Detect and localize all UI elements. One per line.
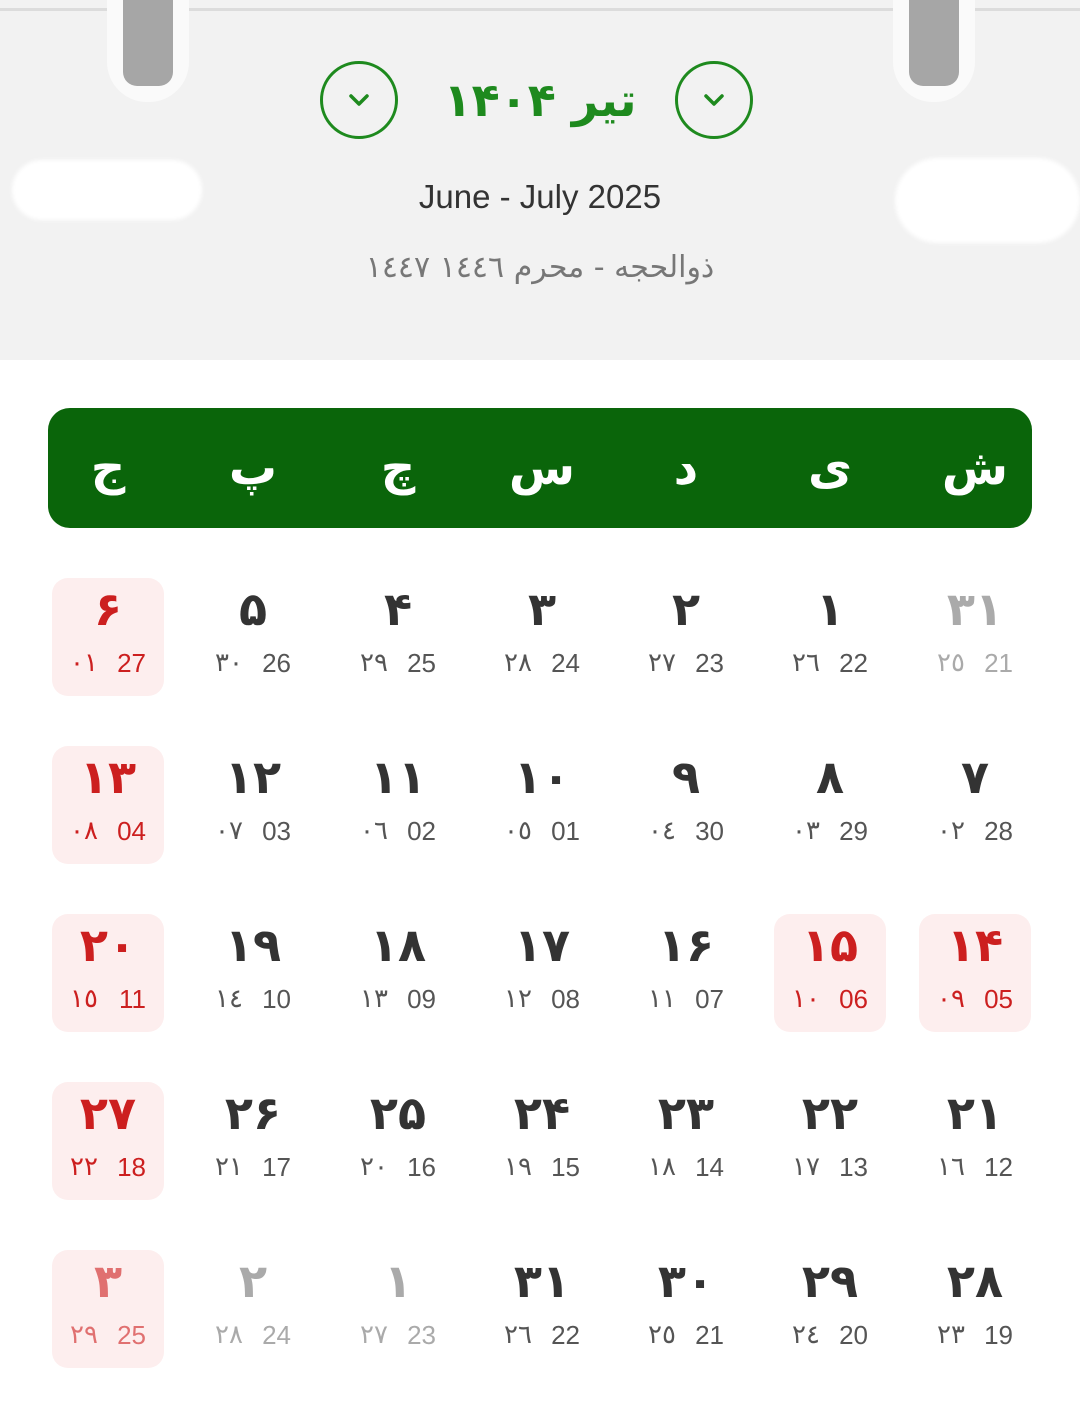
persian-day-number: ۱۲ <box>224 750 282 804</box>
day-cell[interactable] <box>630 578 742 696</box>
persian-day-number: ۲۴ <box>513 1086 571 1140</box>
persian-day-number: ۱ <box>383 1254 413 1308</box>
day-cell[interactable] <box>630 746 742 864</box>
hijri-day-number: ٢٦ <box>504 1320 532 1350</box>
day-cell[interactable] <box>919 1082 1031 1200</box>
day-cell[interactable] <box>630 1082 742 1200</box>
secondary-dates <box>774 648 886 682</box>
secondary-dates <box>630 816 742 850</box>
weekday-label: چ <box>380 440 416 496</box>
secondary-dates <box>774 1152 886 1186</box>
day-cell[interactable] <box>630 1250 742 1368</box>
persian-day-number: ۱۹ <box>224 918 282 972</box>
persian-day-number: ۱۴ <box>946 918 1004 972</box>
secondary-dates <box>197 984 309 1018</box>
gregorian-day-number: 13 <box>839 1152 868 1182</box>
persian-day-number: ۲ <box>238 1254 268 1308</box>
gregorian-day-number: 23 <box>695 648 724 678</box>
day-cell[interactable] <box>919 914 1031 1032</box>
persian-day-number: ۳۱ <box>513 1254 571 1308</box>
gregorian-day-number: 18 <box>117 1152 146 1182</box>
gregorian-day-number: 20 <box>839 1320 868 1350</box>
hijri-day-number: ٢٨ <box>504 648 532 678</box>
secondary-dates <box>342 816 454 850</box>
hijri-day-number: ٠٩ <box>937 984 965 1014</box>
weekday-header-bar <box>48 408 1032 528</box>
gregorian-day-number: 12 <box>984 1152 1013 1182</box>
hijri-day-number: ٢٧ <box>360 1320 388 1350</box>
persian-day-number: ۸ <box>815 750 845 804</box>
hijri-day-number: ١٩ <box>504 1152 532 1182</box>
secondary-dates <box>630 1152 742 1186</box>
day-cell[interactable] <box>52 1250 164 1368</box>
binder-ring-left <box>123 0 173 86</box>
persian-day-number: ۲۲ <box>801 1086 859 1140</box>
chevron-down-icon <box>698 84 730 116</box>
day-cell[interactable] <box>342 746 454 864</box>
day-cell[interactable] <box>342 578 454 696</box>
gregorian-day-number: 25 <box>407 648 436 678</box>
hijri-day-number: ٢٩ <box>70 1320 98 1350</box>
day-cell[interactable] <box>52 914 164 1032</box>
persian-day-number: ۳۱ <box>946 582 1004 636</box>
hijri-day-number: ٠١ <box>70 648 98 678</box>
gregorian-day-number: 17 <box>262 1152 291 1182</box>
persian-day-number: ۵ <box>238 582 268 636</box>
weekday-label: ج <box>90 440 126 496</box>
hijri-day-number: ٣٠ <box>215 648 243 678</box>
hijri-day-number: ٠٨ <box>70 816 98 846</box>
day-cell[interactable] <box>52 1082 164 1200</box>
persian-day-number: ۴ <box>383 582 413 636</box>
calendar-header <box>0 0 1080 360</box>
persian-day-number: ۱۱ <box>369 750 427 804</box>
day-cell[interactable] <box>197 914 309 1032</box>
gregorian-day-number: 02 <box>407 816 436 846</box>
hijri-month-range: ذوالحجه - محرم ١٤٤٦ ١٤٤٧ <box>365 250 715 285</box>
persian-day-number: ۱۸ <box>369 918 427 972</box>
secondary-dates <box>486 1152 598 1186</box>
gregorian-day-number: 19 <box>984 1320 1013 1350</box>
secondary-dates <box>486 984 598 1018</box>
persian-day-number: ۲ <box>671 582 701 636</box>
hijri-day-number: ٢٨ <box>215 1320 243 1350</box>
secondary-dates <box>919 984 1031 1018</box>
gregorian-day-number: 30 <box>695 816 724 846</box>
persian-day-number: ۳ <box>93 1254 123 1308</box>
secondary-dates <box>52 1152 164 1186</box>
hijri-day-number: ٠٦ <box>360 816 388 846</box>
hijri-day-number: ١٠ <box>792 984 820 1014</box>
gregorian-day-number: 04 <box>117 816 146 846</box>
hijri-day-number: ٠٧ <box>215 816 243 846</box>
persian-day-number: ۶ <box>93 582 123 636</box>
hijri-day-number: ٢٦ <box>792 648 820 678</box>
gregorian-day-number: 25 <box>117 1320 146 1350</box>
day-cell[interactable] <box>197 1250 309 1368</box>
secondary-dates <box>197 816 309 850</box>
gregorian-day-number: 11 <box>119 984 146 1014</box>
persian-day-number: ۲۸ <box>946 1254 1004 1308</box>
gregorian-day-number: 24 <box>262 1320 291 1350</box>
persian-day-number: ۲۳ <box>657 1086 715 1140</box>
binder-ring-right <box>909 0 959 86</box>
gregorian-day-number: 21 <box>984 648 1013 678</box>
hijri-day-number: ١٤ <box>215 984 243 1014</box>
secondary-dates <box>52 816 164 850</box>
hijri-day-number: ٢١ <box>215 1152 243 1182</box>
gregorian-day-number: 09 <box>407 984 436 1014</box>
gregorian-day-number: 14 <box>695 1152 724 1182</box>
secondary-dates <box>630 984 742 1018</box>
hijri-day-number: ٠٣ <box>792 816 820 846</box>
persian-day-number: ۱۶ <box>657 918 715 972</box>
gregorian-day-number: 07 <box>695 984 724 1014</box>
day-cell[interactable] <box>486 1250 598 1368</box>
weekday-label: س <box>508 440 576 496</box>
gregorian-day-number: 01 <box>551 816 580 846</box>
gregorian-day-number: 23 <box>407 1320 436 1350</box>
hijri-day-number: ١٦ <box>937 1152 965 1182</box>
day-cell[interactable] <box>919 746 1031 864</box>
day-cell[interactable] <box>52 578 164 696</box>
persian-day-number: ۲۱ <box>946 1086 1004 1140</box>
secondary-dates <box>919 816 1031 850</box>
persian-day-number: ۱۳ <box>79 750 137 804</box>
secondary-dates <box>342 648 454 682</box>
hijri-day-number: ١٢ <box>504 984 532 1014</box>
hijri-day-number: ٢٩ <box>360 648 388 678</box>
day-cell[interactable] <box>197 578 309 696</box>
day-cell[interactable] <box>774 914 886 1032</box>
hijri-day-number: ١٧ <box>792 1152 820 1182</box>
persian-day-number: ۱۵ <box>801 918 859 972</box>
persian-day-number: ۳ <box>527 582 557 636</box>
secondary-dates <box>919 1320 1031 1354</box>
gregorian-day-number: 22 <box>839 648 868 678</box>
day-cell[interactable] <box>486 578 598 696</box>
hijri-day-number: ١١ <box>648 984 676 1014</box>
gregorian-day-number: 10 <box>262 984 291 1014</box>
persian-day-number: ۱۰ <box>513 750 571 804</box>
gregorian-day-number: 29 <box>839 816 868 846</box>
gregorian-day-number: 26 <box>262 648 291 678</box>
day-cell[interactable] <box>919 578 1031 696</box>
secondary-dates <box>486 1320 598 1354</box>
gregorian-day-number: 15 <box>551 1152 580 1182</box>
day-cell[interactable] <box>197 1082 309 1200</box>
weekday-label: ش <box>941 440 1009 496</box>
day-cell[interactable] <box>486 914 598 1032</box>
hijri-day-number: ٢٧ <box>648 648 676 678</box>
hijri-day-number: ٢٠ <box>360 1152 388 1182</box>
secondary-dates <box>197 648 309 682</box>
secondary-dates <box>197 1152 309 1186</box>
gregorian-day-number: 27 <box>117 648 146 678</box>
persian-day-number: ۳۰ <box>657 1254 715 1308</box>
day-cell[interactable] <box>774 578 886 696</box>
weekday-label: پ <box>228 440 278 496</box>
day-cell[interactable] <box>630 914 742 1032</box>
gregorian-day-number: 28 <box>984 816 1013 846</box>
weekday-label: ی <box>808 440 852 496</box>
month-title[interactable]: تیر ۱۴۰۴ <box>443 73 637 127</box>
day-cell[interactable] <box>486 746 598 864</box>
day-cell[interactable] <box>919 1250 1031 1368</box>
secondary-dates <box>52 648 164 682</box>
hijri-day-number: ١٣ <box>360 984 388 1014</box>
day-cell[interactable] <box>486 1082 598 1200</box>
day-cell[interactable] <box>774 746 886 864</box>
hijri-day-number: ٢٥ <box>937 648 965 678</box>
day-cell[interactable] <box>342 1082 454 1200</box>
secondary-dates <box>919 648 1031 682</box>
persian-day-number: ۲۷ <box>79 1086 137 1140</box>
day-cell[interactable] <box>342 1250 454 1368</box>
gregorian-day-number: 16 <box>407 1152 436 1182</box>
persian-day-number: ۱۷ <box>513 918 571 972</box>
day-cell[interactable] <box>52 746 164 864</box>
persian-day-number: ۱ <box>815 582 845 636</box>
persian-day-number: ۲۵ <box>369 1086 427 1140</box>
gregorian-day-number: 03 <box>262 816 291 846</box>
hijri-day-number: ٠٤ <box>648 816 676 846</box>
gregorian-day-number: 24 <box>551 648 580 678</box>
gregorian-day-number: 05 <box>984 984 1013 1014</box>
day-cell[interactable] <box>342 914 454 1032</box>
secondary-dates <box>486 648 598 682</box>
hijri-day-number: ٢٣ <box>937 1320 965 1350</box>
gregorian-month-range: June - July 2025 <box>418 178 662 215</box>
persian-day-number: ۷ <box>960 750 990 804</box>
hijri-day-number: ١٨ <box>648 1152 676 1182</box>
secondary-dates <box>774 816 886 850</box>
secondary-dates <box>774 1320 886 1354</box>
persian-day-number: ۹ <box>671 750 701 804</box>
gregorian-day-number: 08 <box>551 984 580 1014</box>
hijri-day-number: ٢٤ <box>792 1320 820 1350</box>
persian-day-number: ۲۰ <box>79 918 137 972</box>
chevron-down-icon <box>343 84 375 116</box>
day-cell[interactable] <box>774 1082 886 1200</box>
gregorian-day-number: 06 <box>839 984 868 1014</box>
secondary-dates <box>52 984 164 1018</box>
hijri-day-number: ٢٥ <box>648 1320 676 1350</box>
previous-month-button[interactable] <box>675 61 753 139</box>
secondary-dates <box>342 1320 454 1354</box>
hijri-day-number: ١٥ <box>70 984 98 1014</box>
persian-day-number: ۲۹ <box>801 1254 859 1308</box>
gregorian-day-number: 22 <box>551 1320 580 1350</box>
day-cell[interactable] <box>774 1250 886 1368</box>
secondary-dates <box>486 816 598 850</box>
secondary-dates <box>630 1320 742 1354</box>
secondary-dates <box>342 1152 454 1186</box>
secondary-dates <box>774 984 886 1018</box>
secondary-dates <box>52 1320 164 1354</box>
day-cell[interactable] <box>197 746 309 864</box>
hijri-day-number: ٢٢ <box>70 1152 98 1182</box>
secondary-dates <box>630 648 742 682</box>
hijri-day-number: ٠٢ <box>937 816 965 846</box>
secondary-dates <box>197 1320 309 1354</box>
secondary-dates <box>919 1152 1031 1186</box>
next-month-button[interactable] <box>320 61 398 139</box>
gregorian-day-number: 21 <box>695 1320 724 1350</box>
hijri-day-number: ٠٥ <box>504 816 532 846</box>
weekday-label: د <box>673 440 699 496</box>
secondary-dates <box>342 984 454 1018</box>
persian-day-number: ۲۶ <box>224 1086 282 1140</box>
